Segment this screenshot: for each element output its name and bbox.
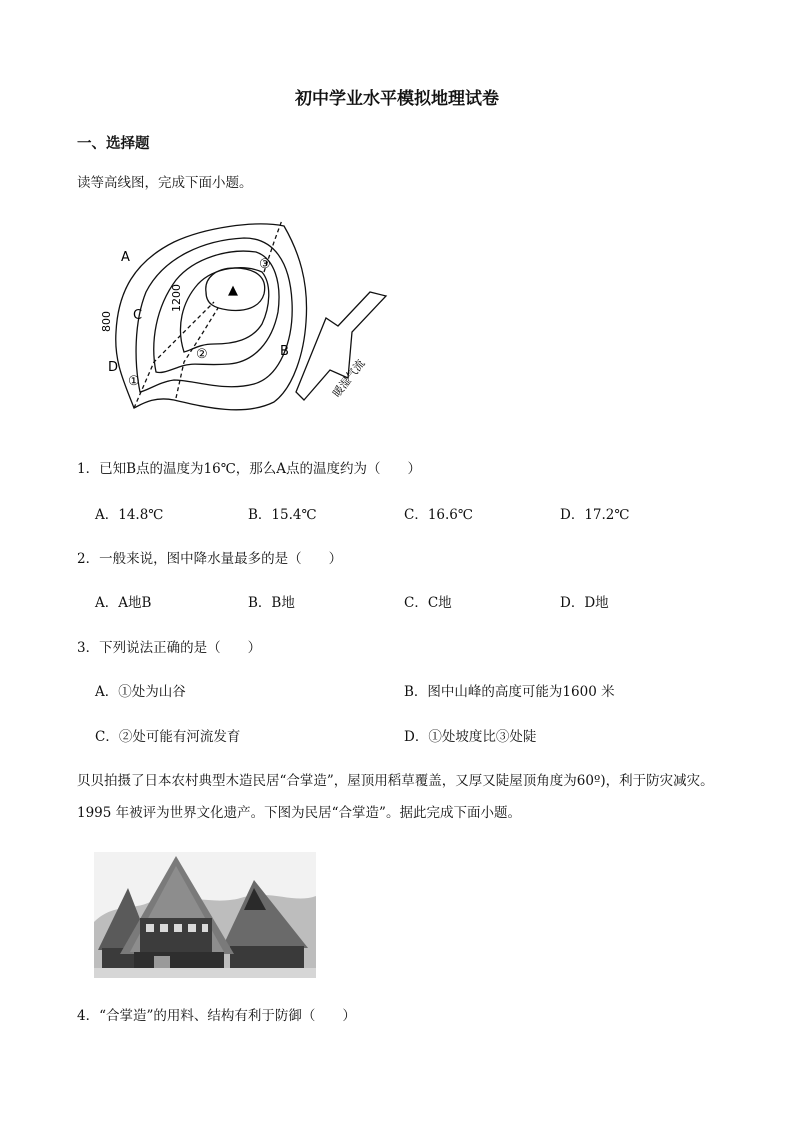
section-heading: 一、选择题 — [77, 136, 150, 152]
circle-label-3: ③ — [259, 257, 271, 272]
label-c: C — [133, 308, 143, 323]
page-title: 初中学业水平模拟地理试卷 — [295, 89, 499, 109]
contour-map — [94, 212, 394, 422]
circle-label-2: ② — [196, 347, 208, 362]
contour-label-1200: 1200 — [170, 284, 183, 312]
label-b: B — [280, 344, 289, 359]
q1-option-a: A．14.8℃ — [95, 507, 164, 523]
intro-text: 读等高线图，完成下面小题。 — [77, 175, 253, 191]
q1-option-c: C．16.6℃ — [404, 507, 473, 523]
question-4-stem: 4．“合掌造”的用料、结构有利于防御（ ） — [77, 1008, 356, 1024]
q1-option-b: B．15.4℃ — [248, 507, 317, 523]
question-1-stem: 1．已知B点的温度为16℃，那么A点的温度约为（ ） — [77, 461, 422, 477]
q3-option-c: C．②处可能有河流发育 — [95, 729, 241, 745]
contour-label-800: 800 — [100, 311, 113, 332]
passage-text: 贝贝拍摄了日本农村典型木造民居“合掌造”，屋顶用稻草覆盖，又厚又陡屋顶角度为60º)，利于防灾减灾。1995 年被评为世界文化遗产。下图为民居“合掌造”。据此完成下面小题。 — [77, 773, 714, 821]
gassho-house-photo — [94, 852, 316, 978]
q2-option-c: C．C地 — [404, 595, 452, 611]
label-a: A — [121, 250, 130, 265]
q1-option-d: D．17.2℃ — [560, 507, 630, 523]
peak-icon: ▲ — [228, 283, 238, 298]
question-2-stem: 2．一般来说，图中降水量最多的是（ ） — [77, 551, 343, 567]
q3-option-a: A．①处为山谷 — [95, 684, 186, 700]
q2-option-b: B．B地 — [248, 595, 295, 611]
q3-option-b: B．图中山峰的高度可能为1600 米 — [404, 684, 615, 700]
label-d: D — [108, 360, 119, 375]
q3-option-d: D．①处坡度比③处陡 — [404, 729, 537, 745]
question-3-stem: 3．下列说法正确的是（ ） — [77, 640, 262, 656]
q2-option-d: D．D地 — [560, 595, 609, 611]
q2-option-a: A．A地B — [95, 595, 152, 611]
circle-label-1: ① — [128, 374, 140, 389]
airflow-label: 暖湿气流 — [330, 357, 368, 400]
